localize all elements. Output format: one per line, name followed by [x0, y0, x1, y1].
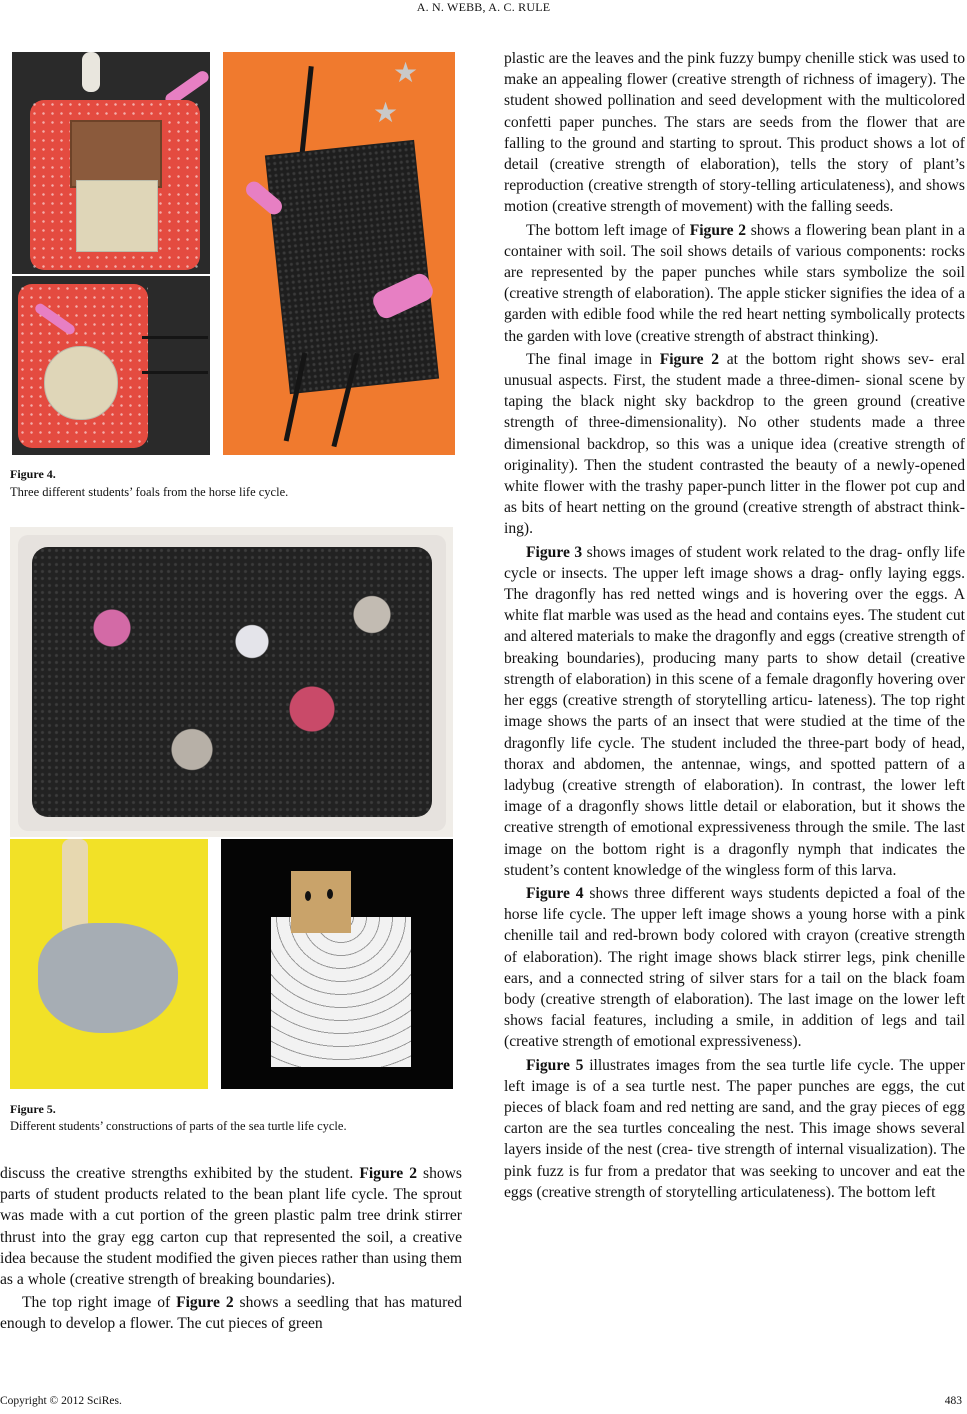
page-number: 483 — [944, 1395, 962, 1407]
left-column-text — [0, 1163, 462, 1337]
foal-foam-image — [223, 52, 455, 455]
running-header: A. N. WEBB, A. C. RULE — [416, 0, 551, 14]
figure-5-title: Figure 5. — [10, 1102, 56, 1116]
paragraph: The bottom left image of Figure 2 shows a flowering bean plant in a container with soil. The soil shows details of various components: rocks are represented by the paper punches while stars symbolize the soil (creative strength of elaboration). The apple sticker signifies the idea of a garden with edible food while the red heart netting symbolically protects the garden with love (creative strength of abstract thinking). — [504, 221, 965, 345]
figure-4 — [10, 52, 455, 455]
figure-ref: Figure 2 — [176, 1294, 234, 1312]
paragraph: Figure 3 shows images of student work related to the drag- onfly life cycle or insects. The upper left image shows a drag- onfly laying eggs. The dragonfly has red netted wings and is hovering over the eggs. A white flat marble was used as the head and contains eyes. The student cut and altered materials to make the dragonfly and eggs (creative strength of breaking boundaries), producing many parts to show detail (creative strength of elaboration) in this scene of a female dragonfly hovering over her eggs (creative strength of storytelling articu- lateness). The top right image shows the parts of an insect that were studied at the time of the dragonfly life cycle. The student included the three-part body of head, thorax and abdomen, the antennae, wings, and spotted pattern of a ladybug (creative strength of elaboration). In contrast, the lower left image of a dragonfly shows little detail or elaboration, but it shows the creative strength of emotional expressiveness through the smile. The last image on the bottom right is a dragonfly nymph that indicates the student’s content knowledge of the wingless form of this larva. — [504, 543, 965, 879]
figure-ref: Figure 5 — [526, 1056, 584, 1074]
figure-5 — [10, 527, 453, 1089]
figure-ref: Figure 2 — [659, 350, 720, 368]
paragraph: The final image in Figure 2 at the bottom right shows sev- eral unusual aspects. First, the student made a three-dimen- sional scene by taping the black night sky backdrop to the green ground (creative strength of three-dimensionality). No other students made a three dimensional backdrop, so this was a unique idea (creative strength of originality). Then the student contrasted the beauty of a newly-opened white flower with the trashy paper-punch litter in the flower pot cup and as bits of heart netting on the ground (creative strength of abstract think- ing). — [504, 350, 965, 538]
star-icon: ★ — [373, 98, 399, 129]
paragraph: discuss the creative strengths exhibited by the student. Figure 2 shows parts of student products related to the bean plant life cycle. The sprout was made with a cut portion of the green plastic palm tree drink stirrer thrust into the gray egg carton cup that represented the soil, a creative idea because the student modified the given pieces rather than using them as a whole (creative strength of breaking boundaries). — [0, 1165, 463, 1289]
figure-ref: Figure 2 — [359, 1165, 418, 1182]
paragraph: The top right image of Figure 2 shows a seedling that has matured enough to develop a flower. The cut pieces of green — [0, 1294, 462, 1333]
foal-face-image — [12, 276, 210, 455]
paragraph: Figure 5 illustrates images from the sea turtle life cycle. The upper left image is of a sea turtle nest. The paper punches are eggs, the cut pieces of black foam and red netting are sand, and the gray pieces of egg carton are the sea turtles concealing the nest. This image shows several layers inside of the nest (crea- tive strength of internal visualization). The pink fuzz is fur from a predator that was seeking to uncover and eat the eggs (creative strength of storytelling articulateness). The bottom left — [504, 1056, 965, 1201]
right-column-text — [504, 48, 965, 1205]
paragraph: Figure 4 shows three different ways students depicted a foal of the horse life cycle. The upper left image shows a young horse with a pink chenille tail and red-brown body colored with crayon (creative strength of elaboration). The right image shows black stirrer legs, pink chenille ears, and a connected string of silver stars for a tail on the black foam body (creative strength of elaboration). The last image on the lower left shows facial features, including a smile, in addition of legs and tail (creative strength of emotional expressiveness). — [504, 884, 965, 1051]
turtle-card-image — [221, 839, 453, 1089]
foal-tray-image — [12, 52, 210, 274]
turtle-popstick-image — [10, 839, 208, 1089]
copyright-footer: Copyright © 2012 SciRes. — [0, 1395, 122, 1407]
figure-ref: Figure 2 — [689, 221, 747, 239]
figure-ref: Figure 3 — [526, 543, 583, 561]
figure-ref: Figure 4 — [526, 884, 584, 902]
star-icon: ★ — [393, 58, 419, 89]
paragraph: plastic are the leaves and the pink fuzzy bumpy chenille stick was used to make an appealing flower (creative strength of richness of imagery). The student showed pollination and seed development with the multicolored confetti paper punches. The stars are seeds from the flower that are falling to the ground and starting to sprout. This product shows a lot of detail (creative strength of elaboration), tells the story of plant’s reproduction (creative strength of story-telling articulateness), and shows motion (creative strength of movement) with the falling seeds. — [504, 50, 965, 216]
figure-4-title: Figure 4. — [10, 467, 56, 481]
figure-4-caption: Three different students’ foals from the horse life cycle. — [10, 485, 289, 499]
turtle-nest-image — [10, 527, 453, 837]
figure-5-caption: Different students’ constructions of parts of the sea turtle life cycle. — [10, 1119, 347, 1133]
